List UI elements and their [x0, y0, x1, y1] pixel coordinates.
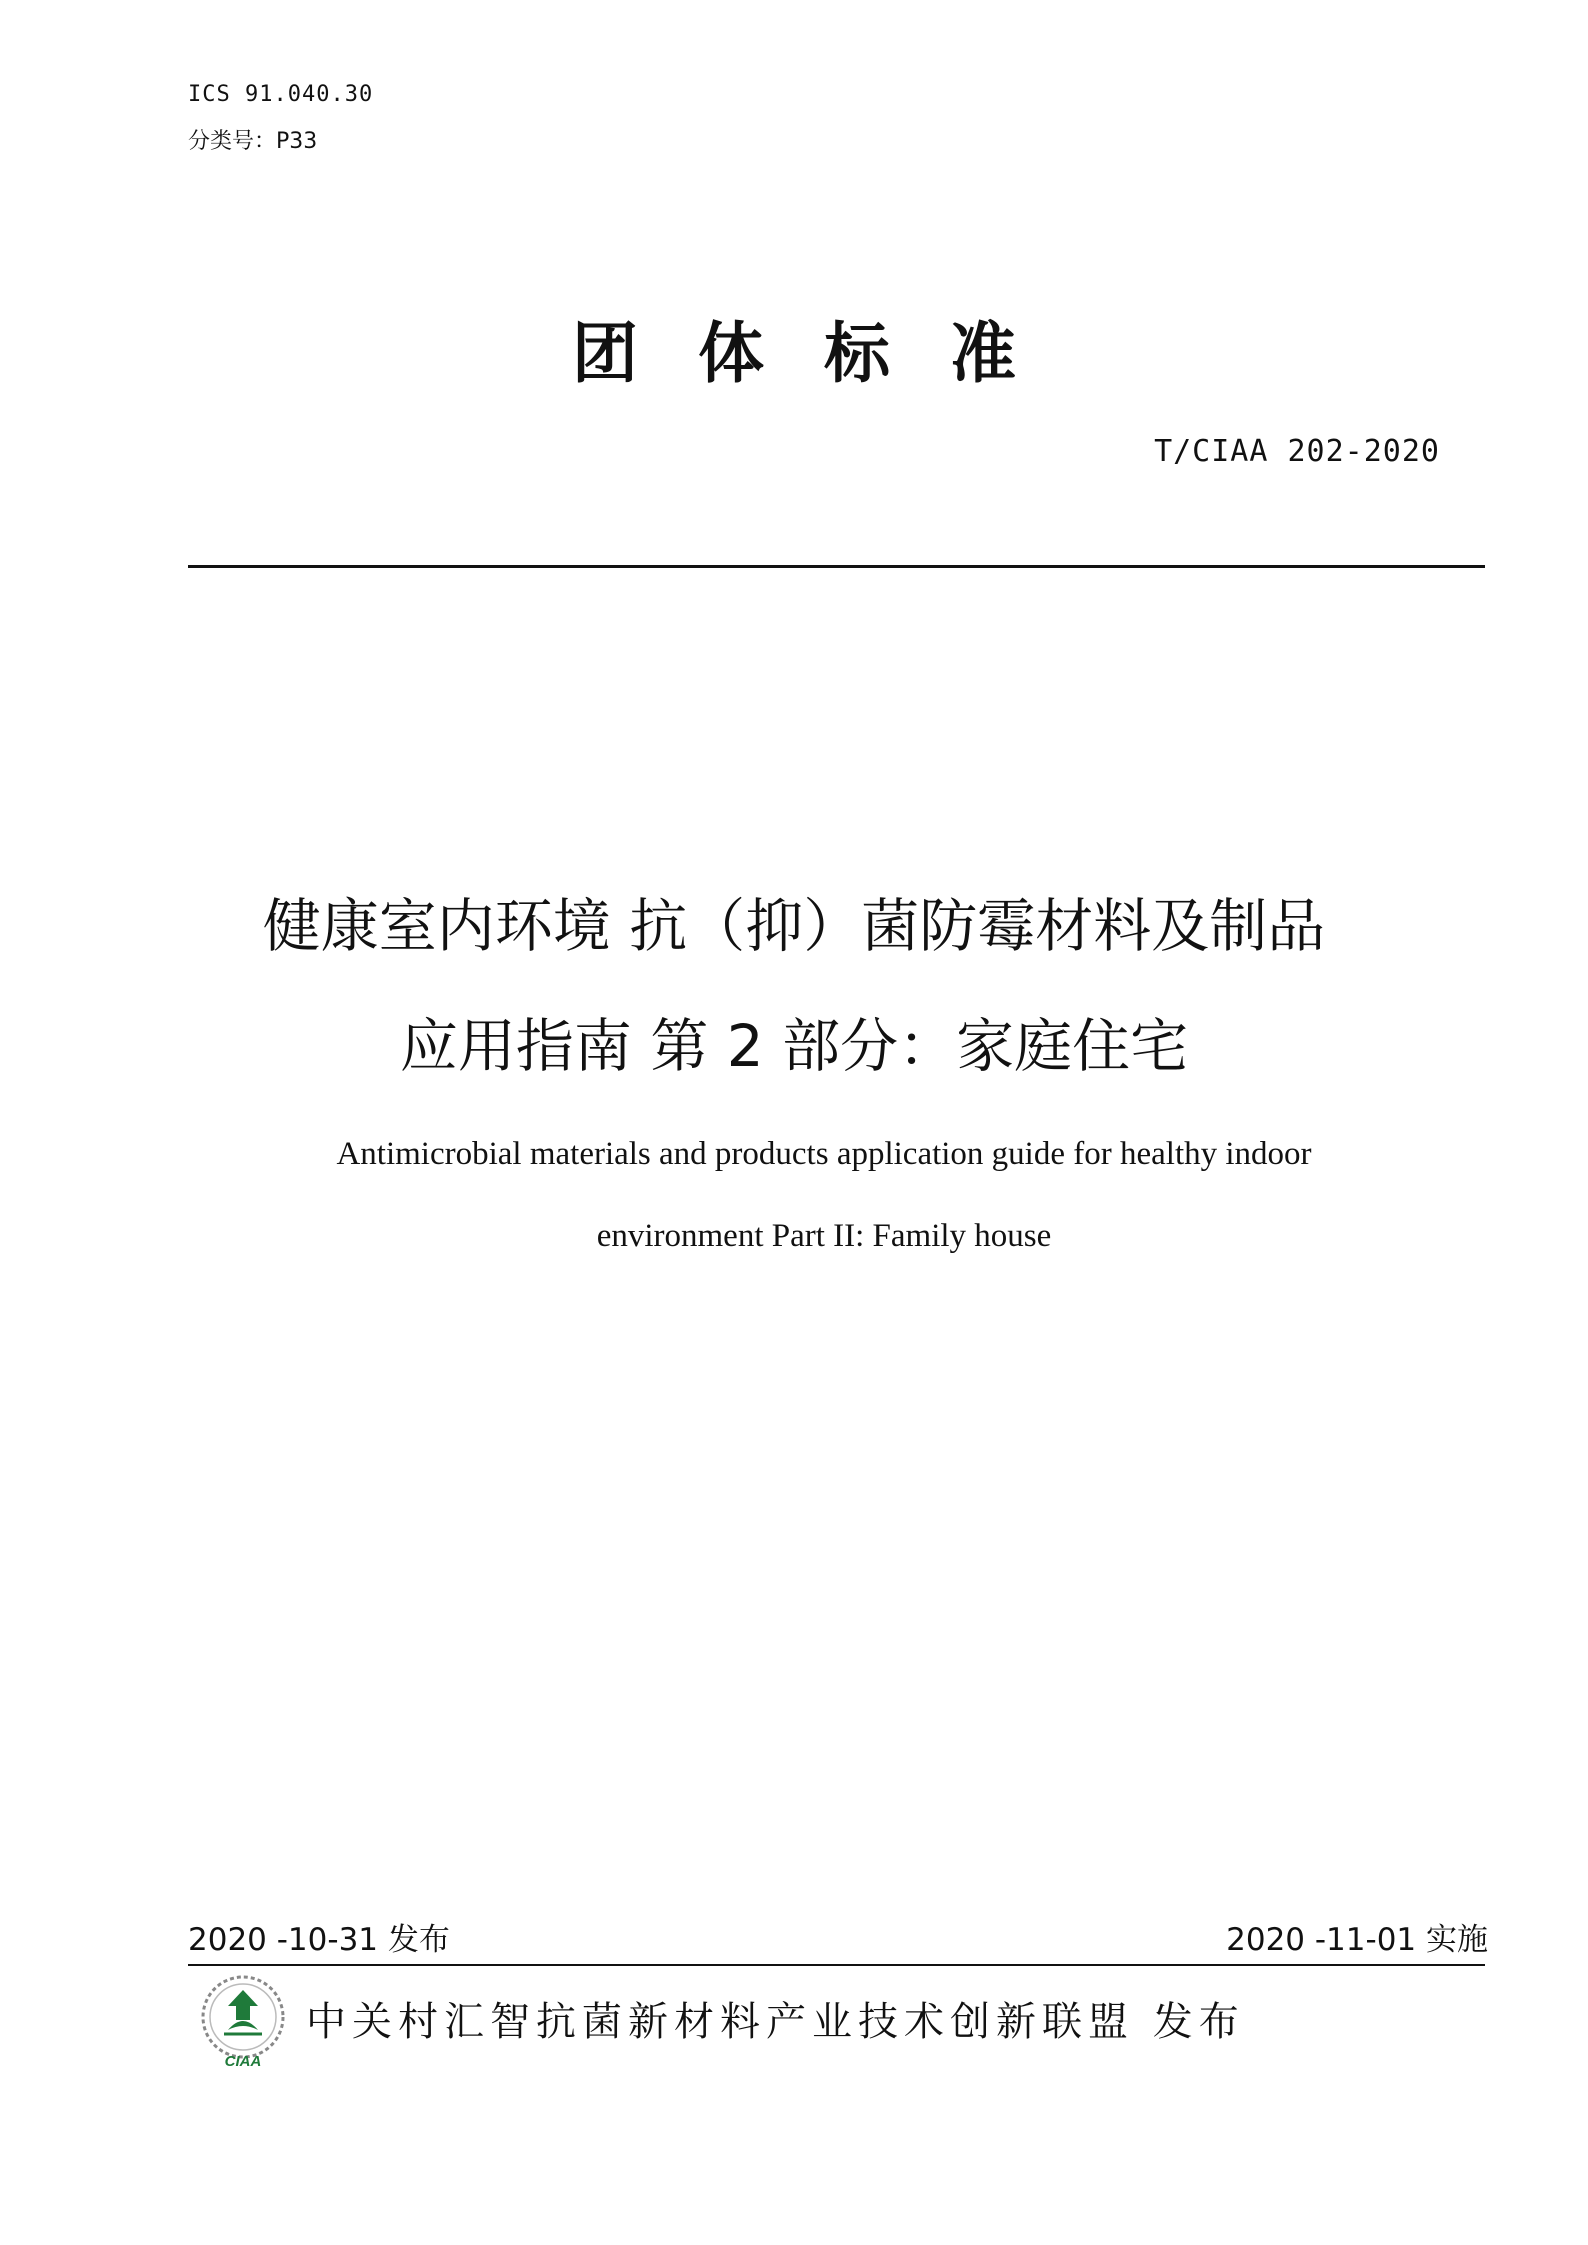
implement-date: 2020 -11-01 实施: [1226, 1922, 1488, 1958]
logo-text: CIAA: [224, 2053, 262, 2070]
top-divider: [188, 565, 1485, 568]
title-cn-line1: 健康室内环境 抗（抑）菌防霉材料及制品: [262, 892, 1326, 960]
title-en-line1: Antimicrobial materials and products application guide for healthy indoor: [336, 1136, 1312, 1172]
issuer-name: 中关村汇智抗菌新材料产业技术创新联盟 发布: [306, 1999, 1245, 2045]
classification-code: 分类号：P33: [188, 129, 318, 154]
standard-code: T/CIAA 202-2020: [1154, 434, 1440, 469]
publish-date: 2020 -10-31 发布: [188, 1922, 450, 1958]
title-cn-line2: 应用指南 第 2 部分：家庭住宅: [399, 1012, 1189, 1080]
standard-type-heading: 团体标准: [572, 314, 1076, 392]
title-en-line2: environment Part II: Family house: [596, 1218, 1052, 1254]
ciaa-logo-icon: [194, 1972, 292, 2070]
ics-code: ICS 91.040.30: [188, 82, 374, 107]
bottom-divider: [188, 1964, 1485, 1966]
